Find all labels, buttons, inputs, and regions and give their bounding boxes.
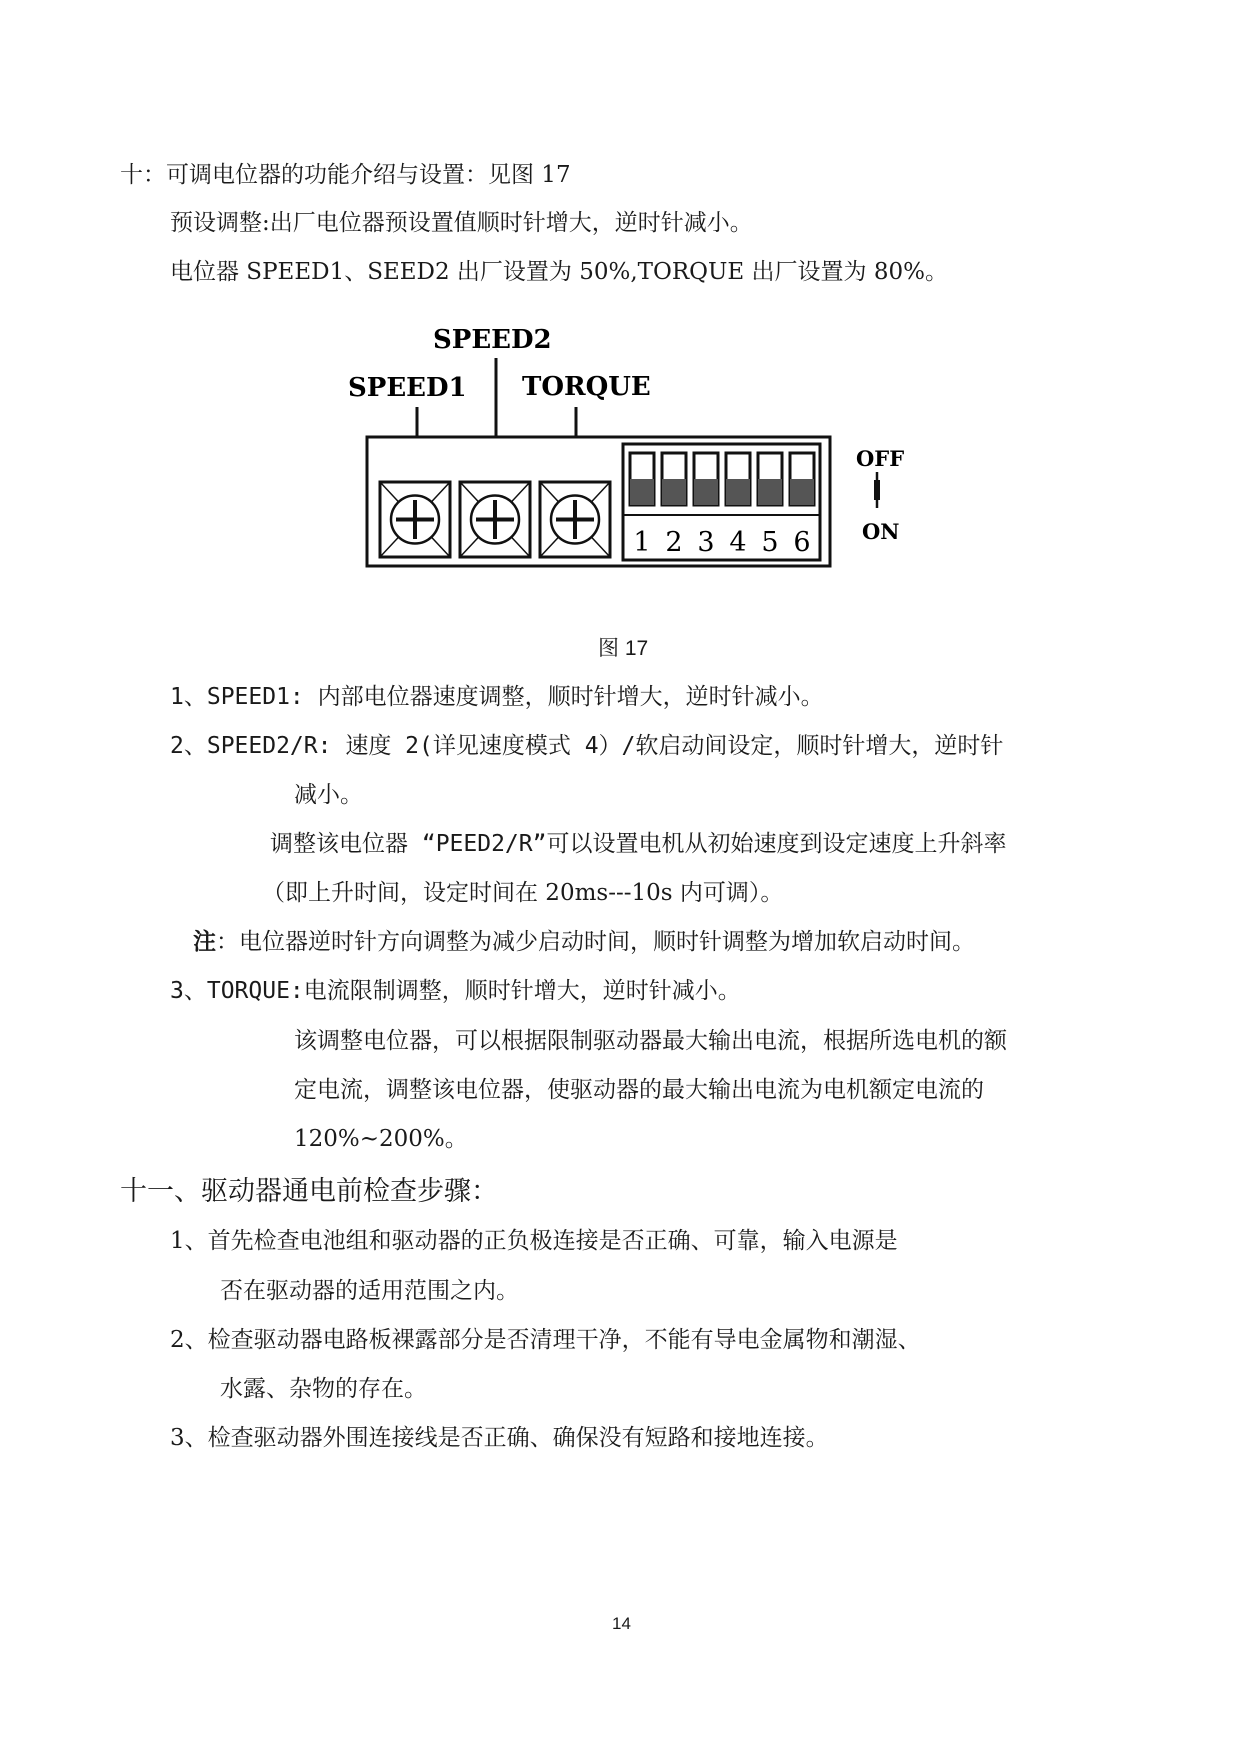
preset-line: 预设调整:出厂电位器预设置值顺时针增大，逆时针减小。	[170, 210, 753, 236]
check-item-1-line2: 否在驱动器的适用范围之内。	[220, 1278, 519, 1304]
check-item-2-line2: 水露、杂物的存在。	[220, 1376, 427, 1402]
dip-switch-6	[790, 453, 814, 505]
dip-switch-1	[630, 453, 654, 505]
note-line	[193, 927, 975, 957]
on-label: ON	[862, 519, 900, 544]
speed2-potentiometer	[460, 482, 530, 557]
dip-switch-block	[623, 444, 820, 560]
dip-number-2: 2	[665, 527, 683, 558]
speed2-item-line2: 减小。	[294, 782, 363, 808]
torque-desc-line2: 定电流，调整该电位器，使驱动器的最大输出电流为电机额定电流的	[294, 1077, 984, 1103]
dip-switch-3	[694, 453, 718, 505]
speed1-item: 1、SPEED1: 内部电位器速度调整，顺时针增大，逆时针减小。	[170, 684, 824, 710]
check-item-3: 3、检查驱动器外围连接线是否正确、确保没有短路和接地连接。	[170, 1425, 829, 1451]
section-10-heading: 十：可调电位器的功能介绍与设置：见图 17	[120, 162, 571, 188]
torque-label: TORQUE	[522, 372, 651, 402]
note-text: ：电位器逆时针方向调整为减少启动时间，顺时针调整为增加软启动时间。	[216, 929, 975, 955]
factory-setting-line: 电位器 SPEED1、SEED2 出厂设置为 50%,TORQUE 出厂设置为 80%。	[170, 259, 948, 285]
speed1-label: SPEED1	[348, 373, 467, 403]
check-item-2-line1: 2、检查驱动器电路板裸露部分是否清理干净，不能有导电金属物和潮湿、	[170, 1327, 921, 1353]
torque-desc-line3: 120%~200%。	[294, 1126, 468, 1152]
potentiometer-figure	[340, 320, 940, 584]
dip-number-5: 5	[761, 527, 779, 558]
dip-number-1: 1	[633, 527, 651, 558]
dip-switch-5	[758, 453, 782, 505]
figure-caption: 图 17	[598, 637, 649, 660]
dip-number-3: 3	[697, 527, 715, 558]
dip-number-6: 6	[793, 527, 811, 558]
off-label: OFF	[856, 446, 905, 471]
speed2-desc-line2: （即上升时间，设定时间在 20ms---10s 内可调）。	[262, 880, 784, 906]
speed2-label: SPEED2	[433, 325, 552, 355]
dip-number-4: 4	[729, 527, 747, 558]
potentiometer-diagram	[340, 320, 940, 580]
note-label: 注	[193, 928, 216, 955]
page-number: 14	[612, 1614, 631, 1633]
speed1-potentiometer	[380, 482, 450, 557]
check-item-1-line1: 1、首先检查电池组和驱动器的正负极连接是否正确、可靠，输入电源是	[170, 1228, 898, 1254]
dip-switch-2	[662, 453, 686, 505]
torque-potentiometer	[540, 482, 610, 557]
speed2-item-line1: 2、SPEED2/R: 速度 2(详见速度模式 4）/软启动间设定，顺时针增大，逆时针	[170, 733, 1004, 759]
section-11-heading: 十一、驱动器通电前检查步骤：	[120, 1176, 498, 1207]
speed2-desc-line1: 调整该电位器 “PEED2/R”可以设置电机从初始速度到设定速度上升斜率	[270, 831, 1007, 857]
dip-switch-4	[726, 453, 750, 505]
torque-desc-line1: 该调整电位器，可以根据限制驱动器最大输出电流，根据所选电机的额	[294, 1028, 1007, 1054]
torque-item: 3、TORQUE:电流限制调整，顺时针增大，逆时针减小。	[170, 978, 741, 1004]
